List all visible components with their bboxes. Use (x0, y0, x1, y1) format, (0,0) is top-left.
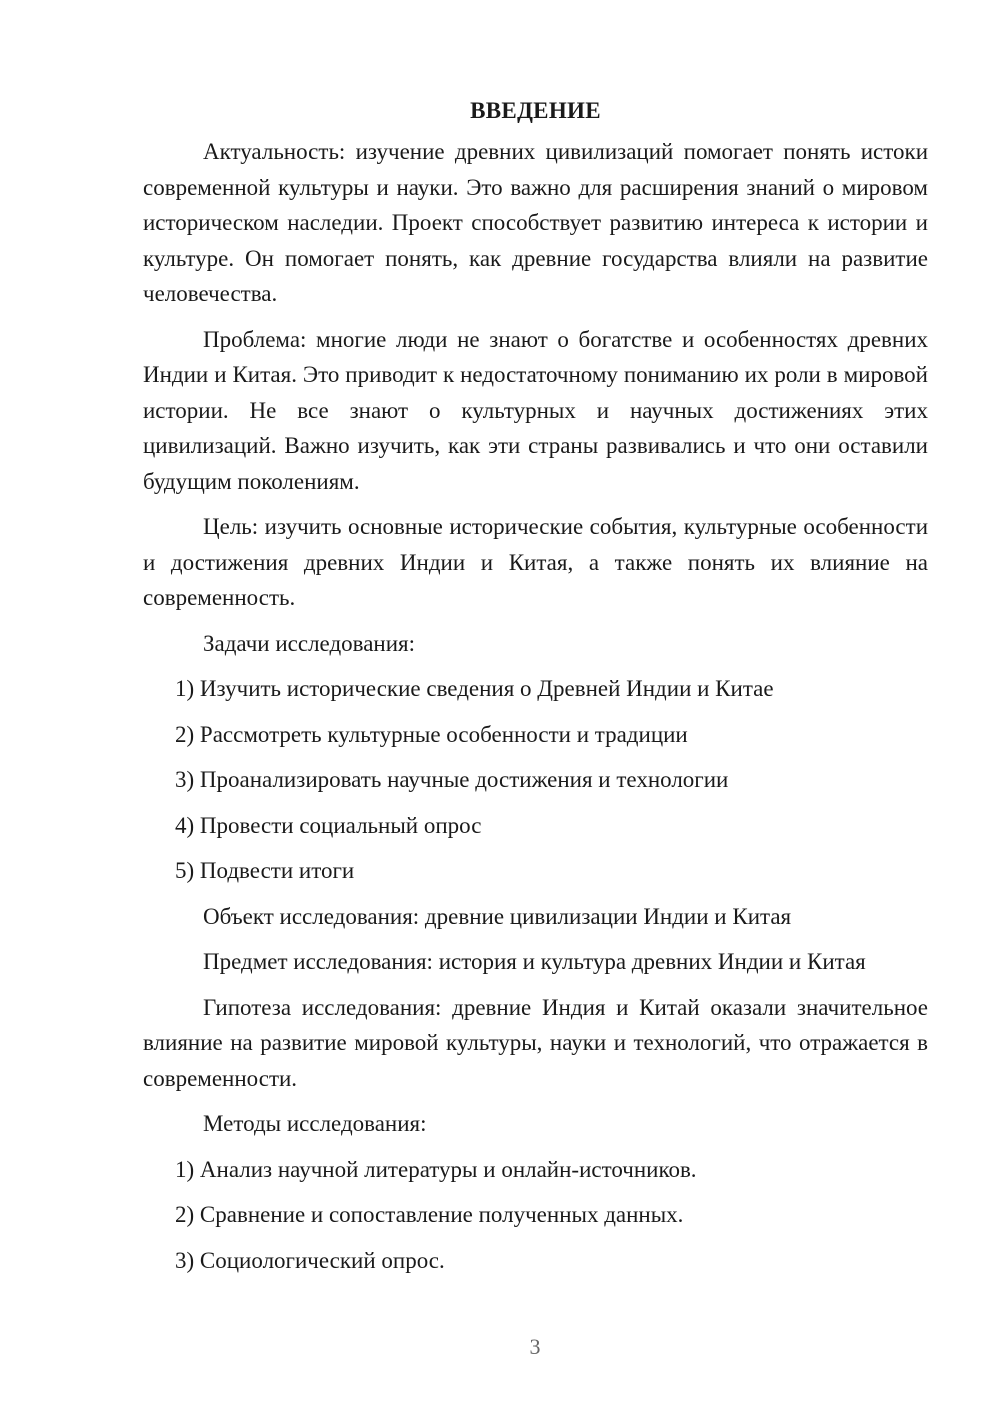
research-subject: Предмет исследования: история и культура древних Индии и Китая (203, 949, 866, 974)
goal-paragraph: Цель: изучить основные исторические события, культурные особенности и достижения древних Индии и Китая, а также понять их влияние на современность. (143, 514, 928, 610)
list-item: 2) Сравнение и сопоставление полученных данных. (175, 1202, 684, 1227)
methods-list (143, 1152, 928, 1279)
list-item: 4) Провести социальный опрос (175, 812, 482, 838)
research-object: Объект исследования: древние цивилизации Индии и Китая (203, 903, 792, 929)
tasks-list (143, 671, 928, 889)
relevance-paragraph: Актуальность: изучение древних цивилизаций помогает понять истоки современной культуры и науки. Это важно для расширения знаний о мировом историческом наследии. Проект способствует развитию интереса к истории и культуре. Он помогает понять, как древние государства влияли на развитие человечества. (143, 139, 928, 306)
list-item: 3) Социологический опрос. (175, 1247, 445, 1273)
problem-paragraph: Проблема: многие люди не знают о богатстве и особенностях древних Индии и Китая. Это приводит к недостаточному пониманию их роли в мировой истории. Не все знают о культурных и научных достижениях этих цивилизаций. Важно изучить, как эти страны развивались и что они оставили будущим поколениям. (143, 326, 928, 494)
page-title: ВВЕДЕНИЕ (470, 98, 601, 123)
list-item: 5) Подвести итоги (175, 858, 355, 883)
page-number: 3 (529, 1334, 541, 1359)
methods-heading: Методы исследования: (203, 1111, 427, 1136)
document-page (143, 96, 928, 1288)
list-item: 3) Проанализировать научные достижения и технологии (175, 767, 729, 792)
list-item: 1) Анализ научной литературы и онлайн-источников. (175, 1156, 697, 1182)
list-item: 2) Рассмотреть культурные особенности и традиции (175, 721, 688, 747)
tasks-heading: Задачи исследования: (203, 630, 416, 656)
hypothesis-paragraph: Гипотеза исследования: древние Индия и Китай оказали значительное влияние на развитие мировой культуры, науки и технологий, что отражается в современности. (143, 994, 928, 1091)
list-item: 1) Изучить исторические сведения о Древней Индии и Китае (175, 676, 774, 701)
